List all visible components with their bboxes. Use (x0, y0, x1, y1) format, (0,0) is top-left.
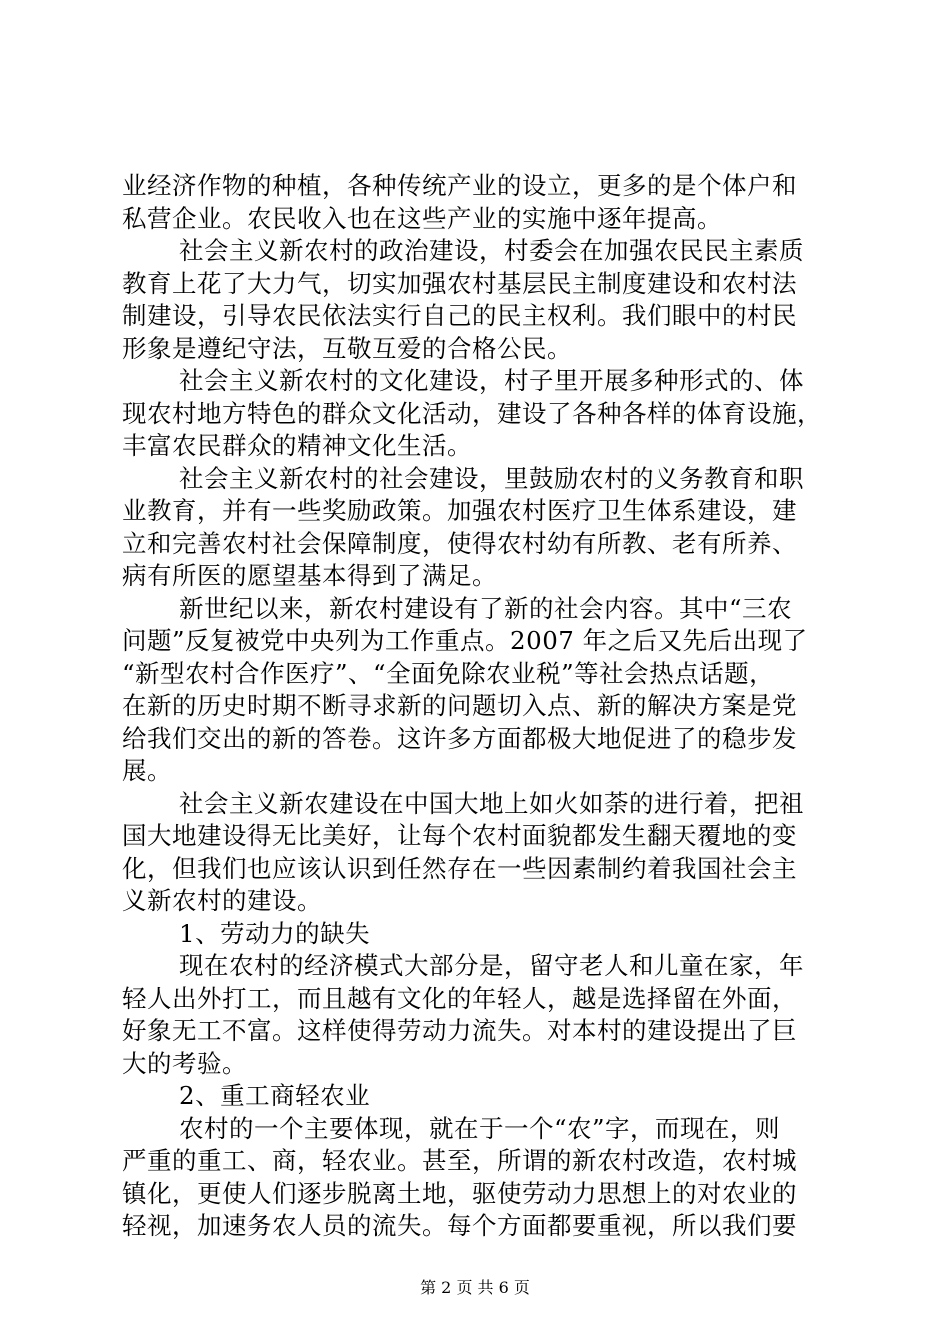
text-line: “新型农村合作医疗”、“全面免除农业税”等社会热点话题， (122, 658, 775, 688)
document-body (122, 170, 834, 1243)
text-line: 给我们交出的新的答卷。这许多方面都极大地促进了的稳步发 (122, 723, 797, 753)
text-line: 现在农村的经济模式大部分是，留守老人和儿童在家，年 (179, 951, 804, 980)
page-footer: 第 2 页 共 6 页 (420, 1278, 530, 1297)
text-line: 社会主义新农村的文化建设，村子里开展多种形式的、体 (179, 366, 804, 395)
text-line: 义新农村的建设。 (122, 886, 322, 915)
text-line: 1、劳动力的缺失 (179, 918, 371, 948)
text-line: 形象是遵纪守法，互敬互爱的合格公民。 (122, 333, 572, 363)
text-line: 轻人出外打工，而且越有文化的年轻人，越是选择留在外面， (122, 983, 797, 1013)
text-line: 农村的一个主要体现，就在于一个“农”字，而现在，则 (179, 1113, 781, 1143)
text-line: 国大地建设得无比美好，让每个农村面貌都发生翻天覆地的变 (122, 821, 797, 850)
text-line: 展。 (122, 756, 172, 785)
text-line: 业教育，并有一些奖励政策。加强农村医疗卫生体系建设，建 (122, 496, 797, 525)
text-line: 现农村地方特色的群众文化活动，建设了各种各样的体育设施， (122, 398, 822, 428)
text-line: 病有所医的愿望基本得到了满足。 (122, 561, 497, 590)
text-line: 社会主义新农村的政治建设，村委会在加强农民民主素质 (179, 236, 804, 265)
text-line: 大的考验。 (122, 1048, 247, 1078)
text-line: 业经济作物的种植，各种传统产业的设立，更多的是个体户和 (122, 171, 797, 200)
text-line: 镇化，更使人们逐步脱离土地，驱使劳动力思想上的对农业的 (122, 1178, 797, 1208)
text-line: 教育上花了大力气，切实加强农村基层民主制度建设和农村法 (122, 268, 797, 298)
text-line: 新世纪以来，新农村建设有了新的社会内容。其中“三农 (179, 593, 793, 623)
text-line: 化，但我们也应该认识到任然存在一些因素制约着我国社会主 (122, 853, 797, 883)
text-line: 社会主义新农村的社会建设，里鼓励农村的义务教育和职 (179, 463, 804, 493)
text-line: 严重的重工、商，轻农业。甚至，所谓的新农村改造，农村城 (122, 1146, 797, 1175)
text-line: 2、重工商轻农业 (179, 1081, 371, 1110)
text-line: 制建设，引导农民依法实行自己的民主权利。我们眼中的村民 (122, 301, 797, 330)
text-line: 私营企业。农民收入也在这些产业的实施中逐年提高。 (122, 203, 722, 233)
text-line: 轻视，加速务农人员的流失。每个方面都要重视，所以我们要 (122, 1211, 797, 1240)
text-line: 立和完善农村社会保障制度，使得农村幼有所教、老有所养、 (122, 528, 797, 558)
text-line: 社会主义新农建设在中国大地上如火如荼的进行着，把祖 (179, 788, 804, 818)
text-line: 丰富农民群众的精神文化生活。 (122, 431, 472, 460)
text-line: 问题”反复被党中央列为工作重点。2007 年之后又先后出现了 (122, 626, 808, 655)
text-line: 在新的历史时期不断寻求新的问题切入点、新的解决方案是党 (122, 691, 797, 720)
text-line: 好象无工不富。这样使得劳动力流失。对本村的建设提出了巨 (122, 1016, 797, 1045)
